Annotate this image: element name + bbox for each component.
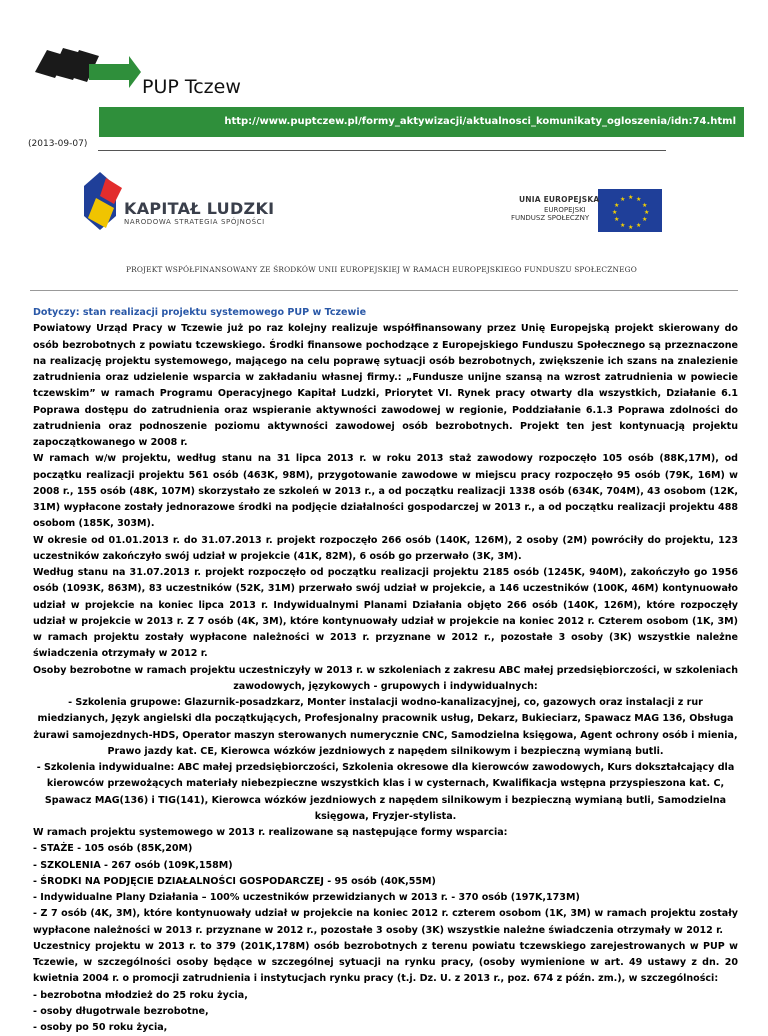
svg-text:★: ★ <box>612 209 618 216</box>
svg-text:★: ★ <box>620 196 626 203</box>
list-item: - Indywidualne Plany Działania – 100% uczestników przewidzianych w 2013 r. - 370 osób (197K,173M) <box>33 892 580 903</box>
list-item: - osoby po 50 roku życia, <box>33 1022 168 1033</box>
divider <box>30 290 738 291</box>
paragraph: W ramach w/w projektu, według stanu na 31 lipca 2013 r. w roku 2013 staż zawodowy rozpoczęło 105 osób (88K,17M), od początku realizacji projektu 561 osób (463K, 98M), przygotowanie zawodowe w miejscu pracy rozpoczęło 95 osób (79K, 16M) w 2008 r., 155 osób (48K, 107M) skorzystało ze szkoleń w 2013 r., a od początku realizacji 1338 osób (634K, 704M), 43 osobom (12K, 31M) wypłacone zostały jednorazowe środki na podjęcie działalności gospodarczej w 2013 r., a od początku realizacji projektu 488 osobom (185K, 303M). <box>33 453 738 530</box>
list-item: - bezrobotna młodzież do 25 roku życia, <box>33 989 248 1001</box>
svg-text:★: ★ <box>642 216 648 223</box>
list-item: - STAŻE - 105 osób (85K,20M) <box>33 843 193 855</box>
divider <box>98 150 666 151</box>
paragraph: Powiatowy Urząd Pracy w Tczewie już po raz kolejny realizuje współfinansowany przez Unię Europejską projekt skierowany do osób bezrobotnych z powiatu tczewskiego. Środki finansowe pochodzące z Europejskiego Funduszu Społecznego są przeznaczone na realizację projektu systemowego, mającego na celu poprawę sytuacji osób bezrobotnych, zwiększenie ich szans na znalezienie zatrudnienia oraz udzielenie wsparcia w zakładaniu własnej firmy.: „Fundusze unijne szansą na wzrost zatrudnienia w powiecie tczewskim” w ramach Programu Operacyjnego Kapitał Ludzki, Priorytet VI. Rynek pracy otwarty dla wszystkich, Działanie 6.1 Poprawa dostępu do zatrudnienia oraz wspieranie aktywności zawodowej w regionie, Poddziałanie 6.1.3 Poprawa zdolności do zatrudnienia oraz podnoszenie poziomu aktywności zawodowej osób bezrobotnych. Projekt ten jest kontynuacją projektu zapoczątkowanego w 2008 r. <box>33 323 738 448</box>
centered-paragraph: Osoby bezrobotne w ramach projektu uczestniczyły w 2013 r. w szkoleniach z zakresu ABC małej przedsiębiorczości, w szkoleniach zawodowych, językowych - grupowych i indywidualnych: <box>33 664 739 692</box>
ue-line-2: EUROPEJSKI <box>544 206 586 214</box>
article-body <box>33 305 738 1036</box>
list-item: - ŚRODKI NA PODJĘCIE DZIAŁALNOŚCI GOSPODARCZEJ - 95 osób (40K,55M) <box>33 875 436 887</box>
publication-date: (2013-09-07) <box>28 139 88 149</box>
svg-text:★: ★ <box>628 194 634 201</box>
list-item: - osoby długotrwale bezrobotne, <box>33 1005 209 1017</box>
ue-line-3: FUNDUSZ SPOŁECZNY <box>511 214 590 222</box>
list-intro: W ramach projektu systemowego w 2013 r. realizowane są następujące formy wsparcia: <box>33 827 508 838</box>
article-subject: Dotyczy: stan realizacji projektu systemowego PUP w Tczewie <box>33 307 367 318</box>
svg-text:★: ★ <box>644 209 650 216</box>
pup-logo-icon <box>33 42 143 92</box>
paragraph: Według stanu na 31.07.2013 r. projekt rozpoczęło od początku realizacji projektu 2185 osób (1245K, 940M), zakończyło go 1956 osób (1093K, 863M), 83 uczestników (52K, 31M) przerwało swój udział w projekcie, a 146 uczestników (100K, 46M) kontynuowało udział w projekcie na koniec lipca 2013 r. Indywidualnymi Planami Działania objęto 266 osób (140K, 126M), które rozpoczęły udział w projekcie w 2013 r. Z 7 osób (4K, 3M), które kontynuowały udział w projekcie na koniec 2012 r. Czterem osobom (1K, 3M) w ramach projektu zostały wypłacone należności w 2013 r. przyznane w 2012 r., pozostałe 3 osoby (3K) wszystkie należne świadczenia otrzymały w 2012 r. <box>33 567 738 660</box>
svg-text:★: ★ <box>636 222 642 229</box>
ue-title: UNIA EUROPEJSKA <box>519 195 600 204</box>
brand-name: PUP Tczew <box>142 76 241 98</box>
kapital-ludzki-subtitle: NARODOWA STRATEGIA SPÓJNOŚCI <box>124 218 265 226</box>
paragraph: W okresie od 01.01.2013 r. do 31.07.2013 r. projekt rozpoczęło 266 osób (140K, 126M), 2 osoby (2M) powróciły do projektu, 123 uczestników zakończyło swój udział w projekcie (41K, 82M), 6 osób go przerwało (3K, 3M). <box>33 534 738 562</box>
svg-text:★: ★ <box>614 202 620 209</box>
svg-text:★: ★ <box>628 224 634 231</box>
url-bar[interactable]: http://www.puptczew.pl/formy_aktywizacji/aktualnosci_komunikaty_ogloszenia/idn:74.html <box>99 107 744 137</box>
svg-text:★: ★ <box>642 202 648 209</box>
svg-text:★: ★ <box>620 222 626 229</box>
list-item: - SZKOLENIA - 267 osób (109K,158M) <box>33 859 233 871</box>
cofinancing-note: PROJEKT WSPÓŁFINANSOWANY ZE ŚRODKÓW UNII EUROPEJSKIEJ W RAMACH EUROPEJSKIEGO FUNDUSZU SPOŁECZNEGO <box>126 265 637 274</box>
kapital-ludzki-title: KAPITAŁ LUDZKI <box>124 199 275 218</box>
paragraph: Uczestnicy projektu w 2013 r. to 379 (201K,178M) osób bezrobotnych z terenu powiatu tczewskiego zarejestrowanych w PUP w Tczewie, w szczególności osoby będące w szczególnej sytuacji na rynku pracy, (osoby wymienione w art. 49 ustawy z dn. 20 kwietnia 2004 r. o promocji zatrudnienia i instytucjach rynku pracy (t.j. Dz. U. z 2013 r., poz. 674 z późn. zm.), w szczególności: <box>33 940 738 985</box>
centered-paragraph: - Szkolenia indywidualne: ABC małej przedsiębiorczości, Szkolenia okresowe dla kierowców zawodowych, Kurs dokształcający dla kierowców przewożących materiały niebezpieczne wszystkich klas i w cysternach, Kwalifikacja wstępna przyspieszona kat. C, Spawacz MAG(136) i TIG(141), Kierowca wózków jezdniowych z napędem silnikowym i bezpieczną wymianą butli, Samodzielna księgowa, Fryzjer-stylista. <box>36 762 735 822</box>
svg-text:★: ★ <box>614 216 620 223</box>
centered-paragraph: - Szkolenia grupowe: Glazurnik-posadzkarz, Monter instalacji wodno-kanalizacyjnej, co, gazowych oraz instalacji z rur miedzianych, Język angielski dla początkujących, Profesjonalny pracownik usług, Dekarz, Bukieciarz, Spawacz MAG 136, Obsługa żurawi samojezdnych-HDS, Operator maszyn sterowanych numerycznie CNC, Samodzielna księgowa, Agent ochrony osób i mienia, Prawo jazdy kat. CE, Kierowca wózków jezdniowych z napędem silnikowym i bezpieczną wymianą butli. <box>33 697 738 757</box>
paragraph: - Z 7 osób (4K, 3M), które kontynuowały udział w projekcie na koniec 2012 r. czterem osobom (1K, 3M) w ramach projektu zostały wypłacone należności w 2013 r. przyznane w 2012 r., pozostałe 3 osoby (3K) wszystkie należne świadczenia otrzymały w 2012 r. <box>33 908 738 936</box>
svg-text:★: ★ <box>636 196 642 203</box>
